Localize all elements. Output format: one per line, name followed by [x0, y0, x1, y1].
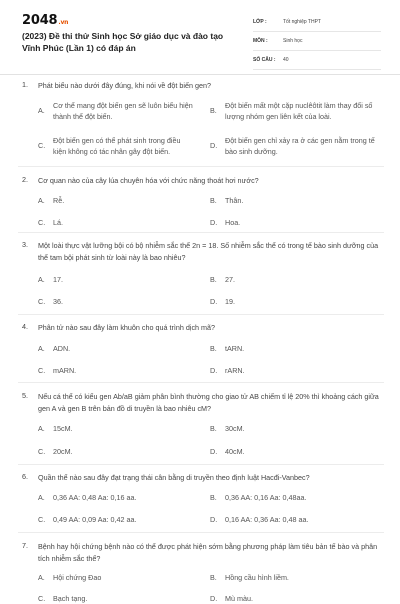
meta-value: Sinh học: [283, 38, 303, 44]
question-text: Nếu cá thể có kiểu gen Ab/aB giảm phân bình thường cho giao tử AB chiếm tỉ lệ 20% thì khoảng cách giữa gen A và gen B trên bản đồ di truyền là bao nhiêu cM?: [38, 392, 379, 413]
option-letter: D.: [210, 515, 218, 524]
question-separator: [18, 464, 384, 465]
question-text: Phát biểu nào dưới đây đúng, khi nói về đột biến gen?: [38, 81, 211, 90]
option-letter: D.: [210, 141, 218, 150]
meta-value: 40: [283, 57, 289, 63]
option-letter: A.: [38, 424, 45, 433]
option-letter: D.: [210, 218, 218, 227]
option-letter: A.: [38, 106, 45, 115]
option-text: 30cM.: [225, 424, 245, 433]
option-text: 0,49 AA: 0,09 Aa: 0,42 aa.: [53, 515, 137, 524]
option-letter: B.: [210, 573, 217, 582]
option-text: Bạch tạng.: [53, 594, 88, 603]
option-letter: B.: [210, 493, 217, 502]
option-letter: B.: [210, 424, 217, 433]
document-meta: [253, 13, 381, 70]
question-number: 7.: [22, 541, 28, 550]
site-logo[interactable]: [22, 13, 68, 28]
option-letter: C.: [38, 594, 46, 603]
option-text: Hội chứng Đao: [53, 573, 102, 582]
meta-row-subject: [253, 32, 381, 51]
option-text: Mù màu.: [225, 594, 253, 603]
option-text: Đột biến gen có thể phát sinh trong điều kiện không có tác nhân gây đột biến.: [53, 136, 181, 156]
option-text: 0,36 AA: 0,16 Aa: 0,48aa.: [225, 493, 307, 502]
option-letter: B.: [210, 344, 217, 353]
option-letter: A.: [38, 196, 45, 205]
option-letter: B.: [210, 196, 217, 205]
option-text: 19.: [225, 297, 235, 306]
meta-key: SỐ CÂU :: [253, 57, 276, 63]
question-number: 3.: [22, 240, 28, 249]
option-text: Đột biến mất một cặp nuclêôtit làm thay đổi số lượng nhóm gen liên kết của loài.: [225, 101, 373, 121]
option-text: tARN.: [225, 344, 245, 353]
option-text: 40cM.: [225, 447, 245, 456]
option-letter: C.: [38, 297, 46, 306]
option-letter: C.: [38, 141, 46, 150]
option-letter: C.: [38, 447, 46, 456]
meta-key: MÔN :: [253, 38, 268, 44]
option-text: 15cM.: [53, 424, 73, 433]
option-letter: D.: [210, 366, 218, 375]
option-text: 20cM.: [53, 447, 73, 456]
question-number: 5.: [22, 391, 28, 400]
option-text: Cơ thể mang đột biến gen sẽ luôn biểu hiện thành thể đột biến.: [53, 101, 193, 121]
option-letter: C.: [38, 366, 46, 375]
option-text: 0,16 AA: 0,36 Aa: 0,48 aa.: [225, 515, 309, 524]
option-letter: A.: [38, 573, 45, 582]
question-text: Phân tử nào sau đây làm khuôn cho quá trình dịch mã?: [38, 323, 216, 332]
option-letter: C.: [38, 218, 46, 227]
option-text: Hoa.: [225, 218, 241, 227]
meta-value: Tốt nghiệp THPT: [283, 19, 321, 25]
option-letter: B.: [210, 275, 217, 284]
option-text: 17.: [53, 275, 63, 284]
question-text: Bệnh hay hội chứng bệnh nào có thể được phát hiện sớm bằng phương pháp làm tiêu bản tế bào và phân tích nhiễm sắc thể?: [38, 542, 378, 563]
option-text: 36.: [53, 297, 63, 306]
option-text: mARN.: [53, 366, 77, 375]
question-text: Quần thể nào sau đây đạt trạng thái cân bằng di truyền theo định luật Hacđi-Vanbec?: [38, 473, 310, 482]
question-text: Một loài thực vật lưỡng bội có bộ nhiễm sắc thể 2n = 18. Số nhiễm sắc thể có trong tế bào sinh dưỡng của thể tam bội phát sinh từ loài này là bao nhiêu?: [38, 241, 379, 262]
option-text: Lá.: [53, 218, 63, 227]
option-text: rARN.: [225, 366, 245, 375]
option-letter: D.: [210, 594, 218, 603]
option-text: 27.: [225, 275, 235, 284]
question-separator: [18, 166, 384, 167]
question-number: 1.: [22, 80, 28, 89]
logo-suffix: .vn: [58, 19, 69, 26]
option-text: ADN.: [53, 344, 71, 353]
option-text: Thân.: [225, 196, 244, 205]
question-number: 2.: [22, 175, 28, 184]
meta-row-question-count: [253, 51, 381, 70]
question-separator: [18, 232, 384, 233]
option-letter: A.: [38, 493, 45, 502]
option-text: Rễ.: [53, 196, 65, 205]
meta-row-grade: [253, 13, 381, 32]
option-letter: B.: [210, 106, 217, 115]
question-number: 6.: [22, 472, 28, 481]
header-divider: [0, 74, 400, 75]
option-letter: A.: [38, 275, 45, 284]
option-letter: D.: [210, 297, 218, 306]
meta-key: LỚP :: [253, 19, 267, 25]
option-letter: A.: [38, 344, 45, 353]
option-text: Đột biến gen chỉ xảy ra ở các gen nằm trong tế bào sinh dưỡng.: [225, 136, 375, 156]
question-separator: [18, 314, 384, 315]
question-number: 4.: [22, 322, 28, 331]
question-separator: [18, 382, 384, 383]
option-letter: D.: [210, 447, 218, 456]
option-text: 0,36 AA: 0,48 Aa: 0,16 aa.: [53, 493, 137, 502]
document-header: [0, 0, 400, 74]
question-separator: [18, 532, 384, 533]
logo-text: 2048: [22, 13, 58, 28]
option-text: Hồng cầu hình liềm.: [225, 573, 289, 582]
question-text: Cơ quan nào của cây lúa chuyên hóa với chức năng thoát hơi nước?: [38, 176, 259, 185]
document-title: (2023) Đề thi thử Sinh học Sở giáo dục và đào tạo Vĩnh Phúc (Lần 1) có đáp án: [22, 31, 224, 53]
option-letter: C.: [38, 515, 46, 524]
